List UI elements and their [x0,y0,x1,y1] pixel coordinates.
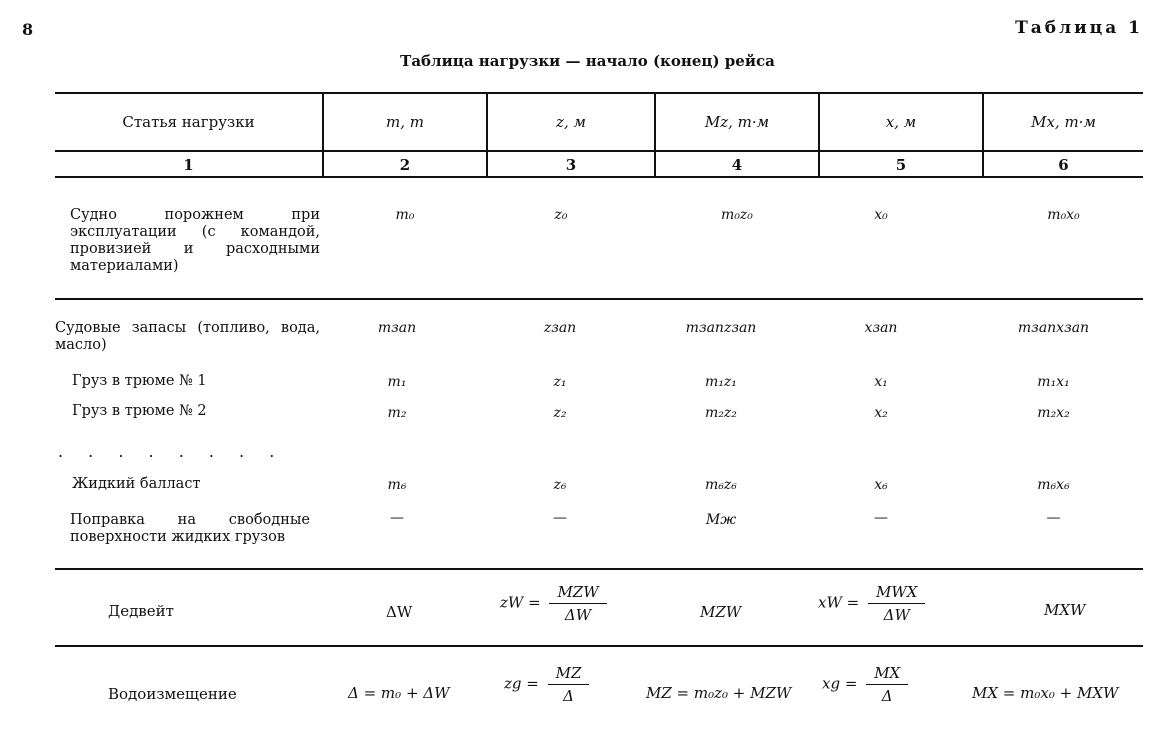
column-header-item: Статья нагрузки [122,113,255,131]
row-1-mx: mзапxзап [1017,320,1090,336]
table-top-rule [55,92,1143,94]
row-5-mz: Mж [705,512,737,528]
deadweight-z-lhs: zW = [500,593,541,612]
displacement-z-denominator: Δ [563,687,574,705]
displacement-mz: MZ = m₀z₀ + MZW [646,684,792,702]
row-item-empty-ship: Судно порожнем при эксплуатации (с командой, провизией и расходными материалами) [70,207,320,274]
row-5-mx: — [1046,510,1061,526]
displacement-mx: MX = m₀x₀ + MXW [972,684,1119,702]
ellipsis-row: . . . . . . . . [58,442,285,461]
row-4-z: z₆ [553,477,567,493]
section-rule-3 [55,645,1143,647]
deadweight-z-fraction [549,583,606,624]
displacement-x-fraction [866,664,908,705]
row-item-ballast: Жидкий балласт [72,476,201,492]
row-4-x: x₆ [874,477,888,493]
row-0-z: z₀ [554,207,568,223]
column-number-1: 1 [183,156,194,174]
row-4-mx: m₆x₆ [1037,477,1070,493]
row-item-ship-stores: Судовые запасы (топливо, вода, масло) [55,320,320,353]
column-header-mass: m, т [386,113,424,131]
row-3-mass: m₂ [387,405,407,421]
displacement-label: Водоизмещение [108,685,237,703]
deadweight-mz: MZW [700,603,742,621]
row-0-mz: m₀z₀ [721,207,753,223]
row-3-z: z₂ [553,405,567,421]
column-number-2: 2 [399,156,411,174]
row-2-mass: m₁ [387,374,407,390]
column-number-4: 4 [731,156,743,174]
displacement-z-numerator: MZ [548,664,590,685]
row-0-mx: m₀x₀ [1047,207,1080,223]
row-5-z: — [553,510,567,526]
deadweight-x-denominator: ΔW [883,606,910,624]
displacement-z-lhs: zg = [504,674,539,693]
deadweight-z-denominator: ΔW [564,606,592,624]
row-5-mass: — [390,510,404,526]
column-header-mx: Mx, т·м [1031,113,1096,131]
column-number-5: 5 [895,156,907,174]
row-0-mass: m₀ [395,207,415,223]
displacement-z-fraction [548,664,590,705]
column-header-mz: Mz, т·м [704,113,770,131]
row-0-x: x₀ [874,207,888,223]
row-3-mz: m₂z₂ [705,405,737,421]
column-number-3: 3 [565,156,577,174]
section-rule-1 [55,298,1143,300]
deadweight-x-lhs: xW = [818,593,860,612]
deadweight-x-fraction [868,583,925,624]
row-item-free-surface: Поправка на свободные поверхности жидких грузов [70,512,310,545]
page-number: 8 [22,20,34,39]
deadweight-z-formula [500,583,607,624]
column-header-x: x, м [885,113,917,131]
row-3-mx: m₂x₂ [1037,405,1070,421]
row-1-mass: mзап [377,320,417,336]
displacement-x-denominator: Δ [881,687,893,705]
row-2-z: z₁ [553,374,567,390]
row-1-z: zзап [543,320,577,336]
row-item-hold-1: Груз в трюме № 1 [72,373,207,389]
deadweight-x-formula [818,583,925,624]
row-5-x: — [874,510,888,526]
section-rule-2 [55,568,1143,570]
row-2-x: x₁ [874,374,888,390]
displacement-x-lhs: xg = [822,674,858,693]
row-4-mass: m₆ [387,477,407,493]
row-3-x: x₂ [874,405,888,421]
column-header-z: z, м [556,113,586,131]
displacement-mass: Δ = m₀ + ΔW [348,684,450,702]
header-number-rule [55,150,1143,152]
row-2-mz: m₁z₁ [705,374,737,390]
column-number-6: 6 [1058,156,1069,174]
header-bottom-rule [55,176,1143,178]
row-4-mz: m₆z₆ [705,477,737,493]
row-item-hold-2: Груз в трюме № 2 [72,403,207,419]
row-2-mx: m₁x₁ [1037,374,1070,390]
deadweight-mx: MXW [1044,601,1086,619]
row-1-x: xзап [864,320,898,336]
deadweight-label: Дедвейт [108,602,174,620]
table-title: Таблица нагрузки — начало (конец) рейса [400,52,775,70]
displacement-x-formula [822,664,908,705]
displacement-x-numerator: MX [866,664,908,685]
deadweight-x-numerator: MWX [868,583,925,604]
row-1-mz: mзапzзап [685,320,757,336]
displacement-z-formula [504,664,589,705]
table-label: Таблица 1 [1015,18,1143,38]
deadweight-z-numerator: MZW [549,583,606,604]
deadweight-mass: ΔW [386,603,413,621]
